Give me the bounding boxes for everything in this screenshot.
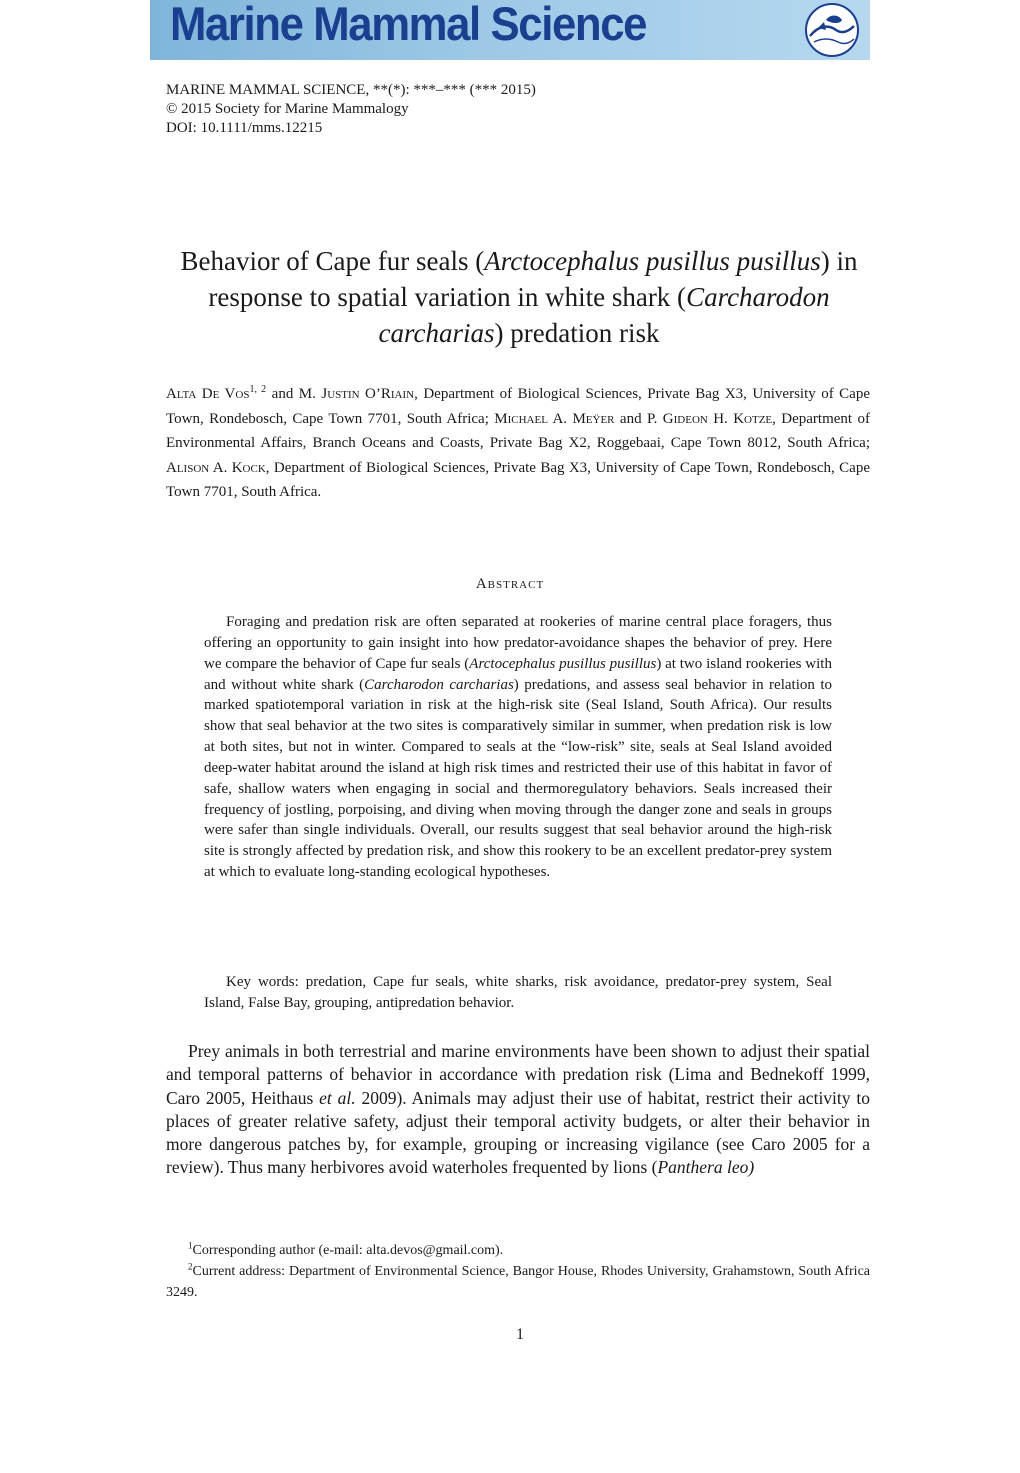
body-text: 2009). Animals may adjust their use of habitat, restrict their activity to places of greater relative safety, adjust their temporal activity budgets, or alter their behavior in more dangerous patches by, for example, grouping or increasing vigilance (see Caro 2005 for a review). Thus many herbivores avoid waterholes frequented by lions (	[166, 1087, 870, 1178]
title-text: ) predation risk	[494, 318, 660, 348]
footnote-1	[166, 1240, 870, 1261]
author-footnote-mark: 1, 2	[249, 384, 267, 395]
citation-line: MARINE MAMMAL SCIENCE, **(*): ***–*** (*** 2015)	[166, 82, 536, 98]
society-logo-icon	[796, 2, 868, 58]
author-connector: and	[266, 386, 299, 402]
author-name: Alison A. Kock	[166, 459, 266, 476]
abstract-text: Foraging and predation risk are often separated at rookeries of marine central place foragers, thus offering an opportunity to gain insight into how predator-avoidance shapes the behavior of prey. Here we compare the behavior of Cape fur seals (	[204, 614, 832, 672]
journal-name: Marine Mammal Science	[170, 0, 647, 50]
body-italic: et al.	[319, 1087, 356, 1108]
journal-banner	[150, 0, 870, 60]
author-name: P. Gideon H. Kotze	[646, 410, 773, 427]
keywords: Key words: predation, Cape fur seals, white sharks, risk avoidance, predator-prey system, Seal Island, False Bay, grouping, antipredation behavior.	[204, 974, 832, 1011]
page-number: 1	[516, 1326, 524, 1343]
affiliation: , Department of Biological Sciences, Private Bag X3, University of Cape Town, Rondebosch, Cape Town 7701, South Africa.	[166, 459, 870, 500]
title-species-shark: Carcharodon carcharias	[378, 282, 830, 348]
affiliation: , Department of Biological Sciences, Private Bag X3, University of Cape Town, Rondebosch, Cape Town 7701, South Africa;	[166, 386, 871, 427]
intro-paragraph	[166, 1040, 870, 1180]
abstract-species: Arctocephalus pusillus pusillus	[469, 655, 657, 672]
footnote-text: Current address: Department of Environmental Science, Bangor House, Rhodes University, Grahamstown, South Africa 3249.	[166, 1264, 870, 1300]
doi-line: DOI: 10.1111/mms.12215	[166, 120, 323, 136]
article-title	[150, 243, 888, 351]
affiliation: , Department of Environmental Affairs, Branch Oceans and Coasts, Private Bag X2, Roggebaai, Cape Town 8012, South Africa;	[166, 410, 870, 451]
footnote-mark: 2	[188, 1261, 193, 1272]
footnote-mark: 1	[188, 1240, 193, 1251]
author-connector: and	[614, 410, 647, 427]
abstract-text: ) at two island rookeries with and without white shark (	[204, 655, 832, 693]
abstract-heading: Abstract	[475, 576, 545, 592]
author-affiliations	[166, 382, 870, 505]
journal-citation	[166, 81, 536, 138]
title-text: ) in response to spatial variation in white shark (	[208, 246, 858, 312]
footnotes	[166, 1240, 870, 1303]
copyright-line: © 2015 Society for Marine Mammalogy	[166, 101, 409, 117]
author-name: M. Justin O’Riain	[298, 386, 415, 402]
footnote-2	[166, 1261, 870, 1303]
author-name: Michael A. Meÿer	[494, 410, 615, 427]
body-species: Panthera leo)	[657, 1157, 755, 1178]
abstract-species: Carcharodon carcharias	[364, 676, 514, 693]
abstract-text: ) predations, and assess seal behavior in relation to marked spatiotemporal variation in risk at the high-risk site (Seal Island, South Africa). Our results show that seal behavior at the two sites is comparatively similar in summer, when predation risk is low at both sites, but not in winter. Compared to seals at the “low-risk” site, seals at Seal Island avoided deep-water habitat around the island at high risk times and restricted their use of this habitat in favor of safe, shallow waters when engaging in social and thermoregulatory behaviors. Seals increased their frequency of jostling, porpoising, and diving when moving through the danger zone and seals in groups were safer than single individuals. Overall, our results suggest that seal behavior around the high-risk site is strongly affected by predation risk, and show this rookery to be an excellent predator-prey system at which to evaluate long-standing ecological hypotheses.	[204, 676, 832, 881]
author-name: Alta De Vos	[166, 386, 250, 402]
body-text: Prey animals in both terrestrial and marine environments have been shown to adjust their spatial and temporal patterns of behavior in accordance with predation risk (Lima and Bednekoff 1999, Caro 2005, Heithaus	[166, 1041, 870, 1108]
footnote-text: Corresponding author (e-mail: alta.devos@gmail.com).	[192, 1243, 504, 1258]
abstract-body	[204, 612, 832, 883]
title-species-seal: Arctocephalus pusillus pusillus	[484, 246, 821, 276]
title-text: Behavior of Cape fur seals (	[180, 246, 485, 276]
